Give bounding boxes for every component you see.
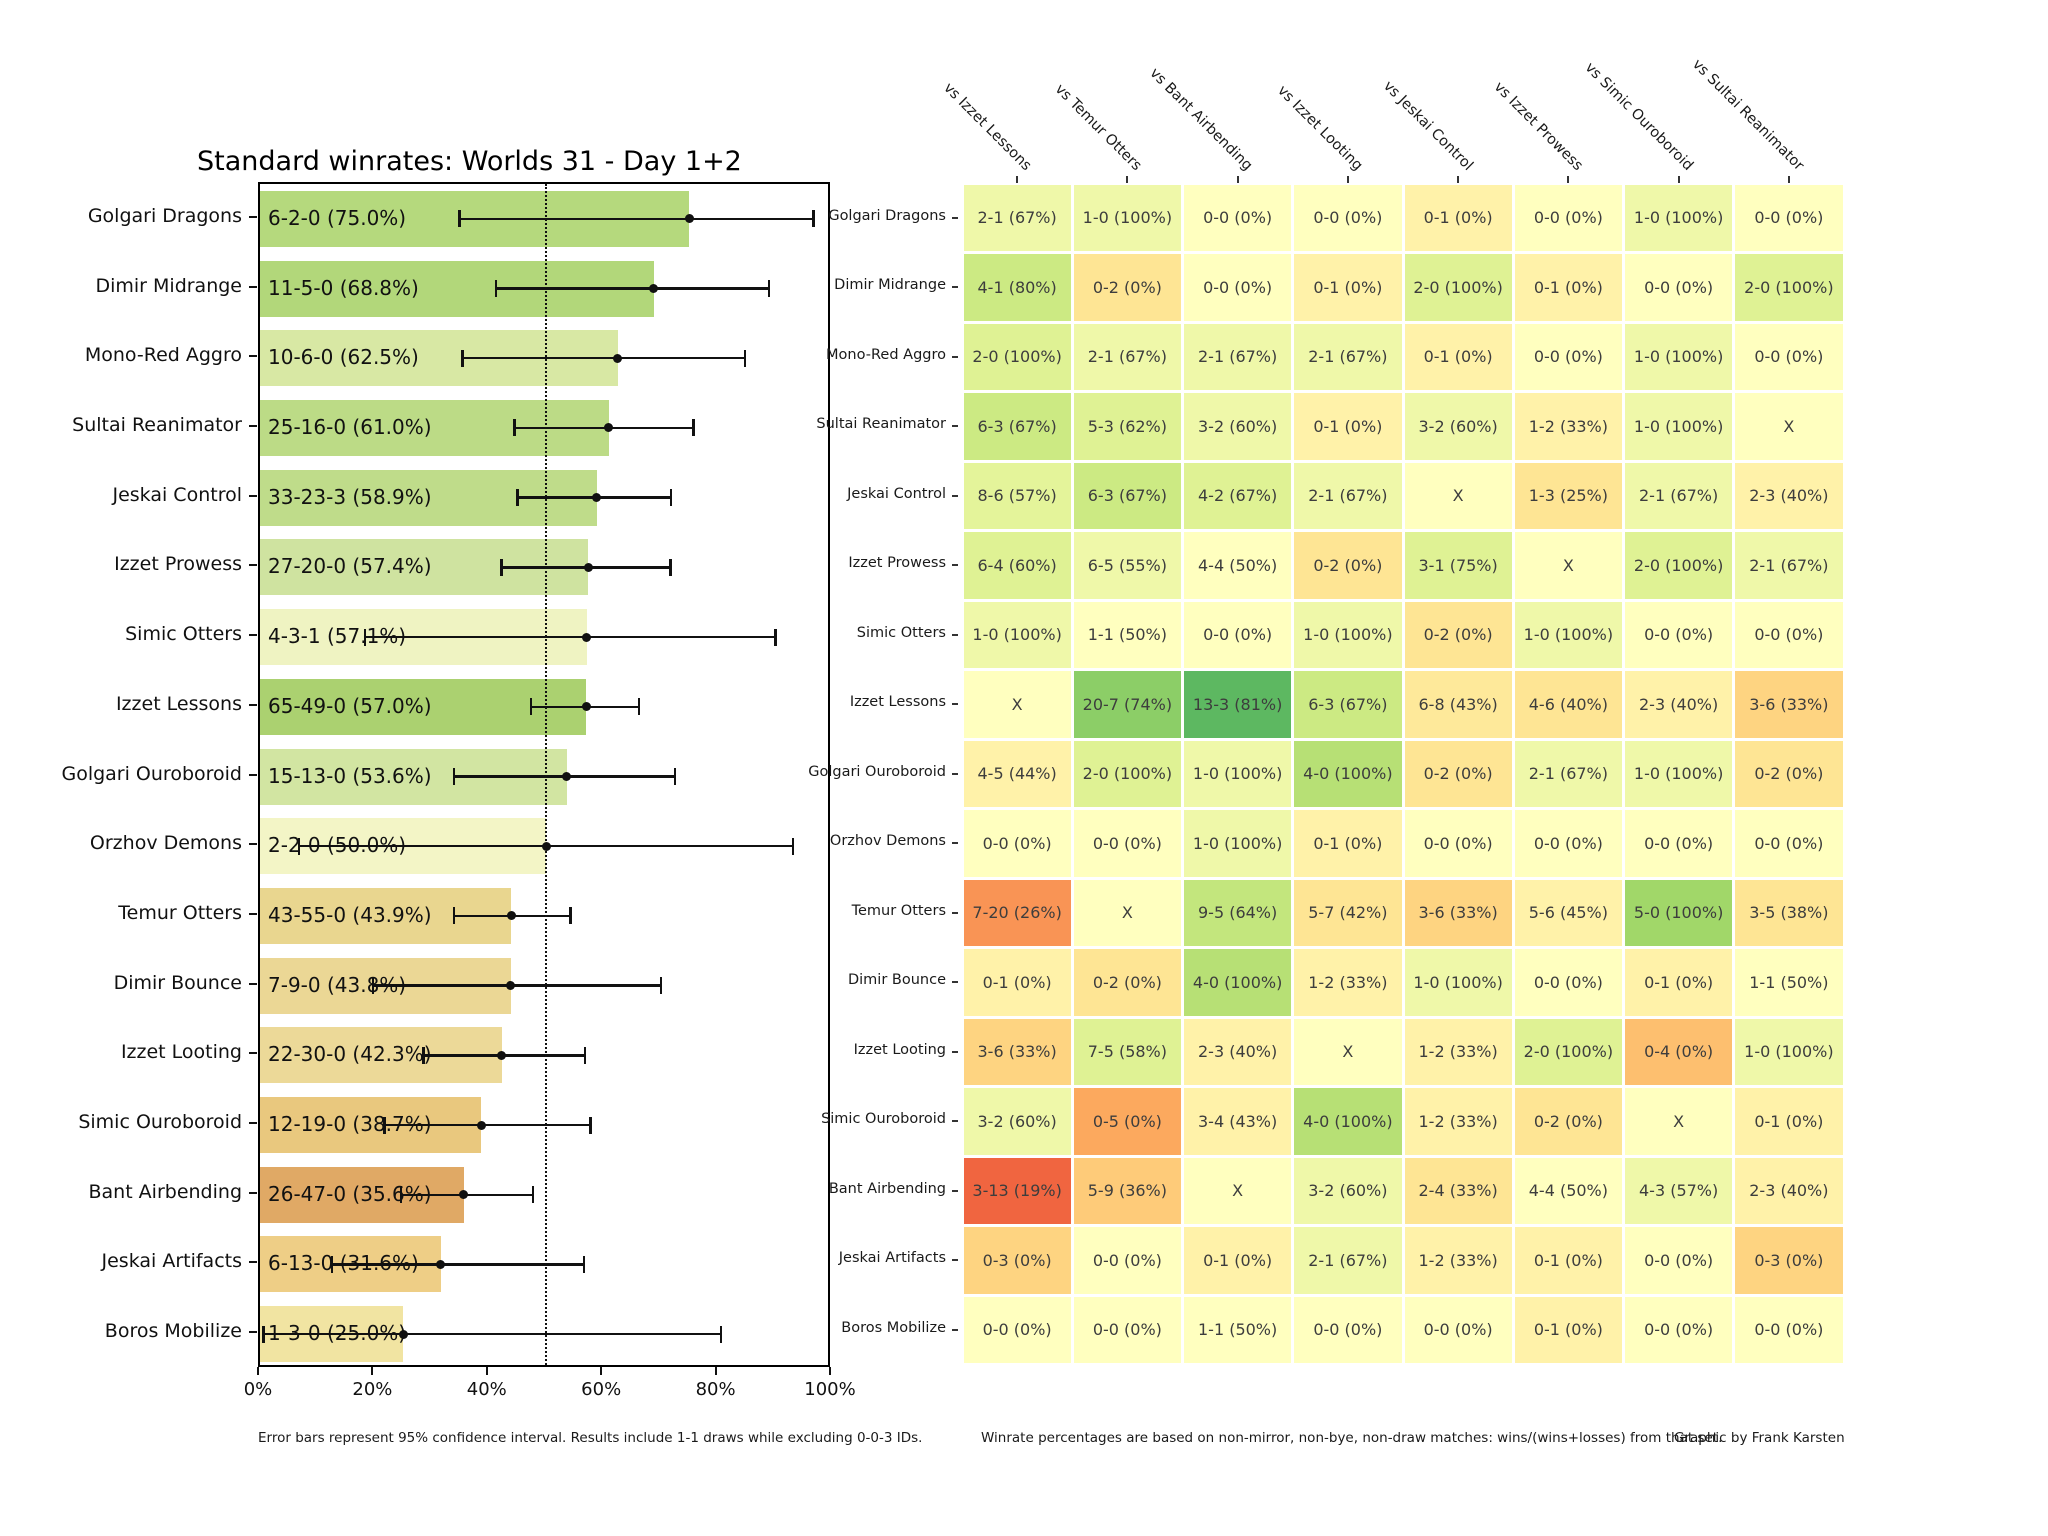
heatmap-cell: 5-6 (45%) bbox=[1515, 880, 1622, 947]
confidence-interval-cap-low bbox=[500, 559, 502, 576]
bar-deck-label: Izzet Lessons bbox=[115, 692, 242, 715]
heatmap-cell: 0-0 (0%) bbox=[1184, 602, 1291, 669]
heatmap-cell: 0-4 (0%) bbox=[1625, 1019, 1732, 1086]
heatmap-row-label: Sultai Reanimator bbox=[816, 416, 946, 433]
bar-deck-label: Temur Otters bbox=[118, 901, 242, 924]
heatmap-cell: 2-0 (100%) bbox=[964, 324, 1071, 391]
heatmap-column-tick bbox=[1126, 176, 1128, 183]
heatmap-cell: 1-0 (100%) bbox=[1515, 602, 1622, 669]
bar-record-label: 1-3-0 (25.0%) bbox=[268, 1321, 407, 1346]
heatmap-cell: 1-0 (100%) bbox=[1184, 741, 1291, 808]
heatmap-cell: 0-0 (0%) bbox=[1405, 1297, 1512, 1364]
y-axis-tick bbox=[249, 704, 257, 706]
heatmap-column-label: vs Temur Otters bbox=[1051, 81, 1145, 174]
heatmap-cell: 0-2 (0%) bbox=[1074, 254, 1181, 321]
heatmap-row-label: Jeskai Artifacts bbox=[838, 1250, 946, 1267]
heatmap-row-tick bbox=[952, 425, 958, 427]
heatmap-cell: X bbox=[1625, 1088, 1732, 1155]
heatmap-cell: 1-3 (25%) bbox=[1515, 463, 1622, 530]
confidence-interval-cap-high bbox=[584, 1047, 586, 1064]
heatmap-cell: 1-0 (100%) bbox=[1405, 949, 1512, 1016]
winrate-point-marker bbox=[542, 842, 551, 851]
heatmap-cell: 0-0 (0%) bbox=[1515, 810, 1622, 877]
bar-deck-label: Golgari Ouroboroid bbox=[61, 762, 242, 785]
y-axis-tick bbox=[249, 1261, 257, 1263]
heatmap-row-tick bbox=[952, 1051, 958, 1053]
heatmap-cell: 0-0 (0%) bbox=[964, 1297, 1071, 1364]
heatmap-column-label: vs Simic Ouroboroid bbox=[1581, 59, 1696, 174]
heatmap-cell: 2-1 (67%) bbox=[1294, 463, 1401, 530]
confidence-interval-line bbox=[460, 218, 814, 220]
winrate-point-marker bbox=[497, 1051, 506, 1060]
heatmap-cell: 4-6 (40%) bbox=[1515, 671, 1622, 738]
heatmap-cell: 0-2 (0%) bbox=[1515, 1088, 1622, 1155]
heatmap-row-label: Golgari Ouroboroid bbox=[808, 763, 946, 780]
heatmap-cell: 1-0 (100%) bbox=[1625, 741, 1732, 808]
x-axis-tick-label: 20% bbox=[352, 1379, 393, 1400]
heatmap-cell: 0-0 (0%) bbox=[1735, 1297, 1842, 1364]
heatmap-cell: 0-0 (0%) bbox=[1074, 1297, 1181, 1364]
winrate-point-marker bbox=[582, 702, 591, 711]
heatmap-cell: X bbox=[1294, 1019, 1401, 1086]
bar-deck-label: Orzhov Demons bbox=[89, 832, 242, 855]
bar-record-label: 26-47-0 (35.6%) bbox=[268, 1181, 432, 1206]
heatmap-row-tick bbox=[952, 634, 958, 636]
heatmap-cell: 9-5 (64%) bbox=[1184, 880, 1291, 947]
heatmap-row-tick bbox=[952, 495, 958, 497]
heatmap-cell: 0-1 (0%) bbox=[1515, 1297, 1622, 1364]
heatmap-cell: 2-3 (40%) bbox=[1735, 1158, 1842, 1225]
heatmap-row-tick bbox=[952, 981, 958, 983]
bar-deck-label: Golgari Dragons bbox=[87, 204, 242, 227]
y-axis-tick bbox=[249, 1122, 257, 1124]
winrate-point-marker bbox=[562, 772, 571, 781]
confidence-interval-cap-high bbox=[774, 629, 776, 646]
heatmap-row-tick bbox=[952, 842, 958, 844]
heatmap-cell: 0-0 (0%) bbox=[1735, 185, 1842, 252]
heatmap-row-tick bbox=[952, 1190, 958, 1192]
heatmap-cell: 0-2 (0%) bbox=[1405, 741, 1512, 808]
heatmap-cell: 1-0 (100%) bbox=[1074, 185, 1181, 252]
confidence-interval-cap-high bbox=[569, 907, 571, 924]
heatmap-cell: 1-2 (33%) bbox=[1405, 1227, 1512, 1294]
heatmap-cell: 2-1 (67%) bbox=[1735, 532, 1842, 599]
confidence-interval-cap-high bbox=[812, 210, 814, 227]
heatmap-cell: 3-2 (60%) bbox=[964, 1088, 1071, 1155]
heatmap-cell: 0-2 (0%) bbox=[1074, 949, 1181, 1016]
y-axis-tick bbox=[249, 355, 257, 357]
heatmap-cell: 3-5 (38%) bbox=[1735, 880, 1842, 947]
heatmap-cell: 4-2 (67%) bbox=[1184, 463, 1291, 530]
winrate-point-marker bbox=[507, 911, 516, 920]
heatmap-cell: 6-4 (60%) bbox=[964, 532, 1071, 599]
heatmap-cell: 2-0 (100%) bbox=[1405, 254, 1512, 321]
bar-record-label: 25-16-0 (61.0%) bbox=[268, 414, 432, 439]
heatmap-cell: 1-2 (33%) bbox=[1405, 1088, 1512, 1155]
bar-deck-label: Bant Airbending bbox=[88, 1180, 242, 1203]
confidence-interval-cap-high bbox=[670, 489, 672, 506]
heatmap-cell: X bbox=[1735, 393, 1842, 460]
heatmap-cell: 0-1 (0%) bbox=[1294, 810, 1401, 877]
heatmap-cell: X bbox=[1074, 880, 1181, 947]
heatmap-cell: 4-3 (57%) bbox=[1625, 1158, 1732, 1225]
heatmap-cell: 0-0 (0%) bbox=[1625, 1297, 1732, 1364]
bar-deck-label: Simic Ouroboroid bbox=[78, 1111, 242, 1134]
confidence-interval-cap-low bbox=[453, 768, 455, 785]
heatmap-cell: 6-5 (55%) bbox=[1074, 532, 1181, 599]
confidence-interval-cap-high bbox=[692, 419, 694, 436]
heatmap-cell: 0-0 (0%) bbox=[1074, 1227, 1181, 1294]
y-axis-tick bbox=[249, 495, 257, 497]
heatmap-row-label: Izzet Lessons bbox=[849, 694, 946, 711]
heatmap-cell: 0-1 (0%) bbox=[1405, 185, 1512, 252]
winrate-point-marker bbox=[459, 1190, 468, 1199]
x-axis-tick bbox=[715, 1367, 717, 1375]
heatmap-cell: 2-1 (67%) bbox=[1184, 324, 1291, 391]
heatmap-row-tick bbox=[952, 356, 958, 358]
heatmap-row-tick bbox=[952, 703, 958, 705]
heatmap-cell: 4-4 (50%) bbox=[1515, 1158, 1622, 1225]
heatmap-cell: 1-0 (100%) bbox=[964, 602, 1071, 669]
heatmap-cell: 1-2 (33%) bbox=[1294, 949, 1401, 1016]
winrate-point-marker bbox=[477, 1121, 486, 1130]
heatmap-cell: 7-5 (58%) bbox=[1074, 1019, 1181, 1086]
heatmap-cell: 1-1 (50%) bbox=[1735, 949, 1842, 1016]
x-axis-tick-label: 0% bbox=[243, 1379, 273, 1400]
heatmap-cell: 0-1 (0%) bbox=[1294, 254, 1401, 321]
confidence-interval-cap-high bbox=[744, 350, 746, 367]
heatmap-cell: 0-0 (0%) bbox=[1294, 185, 1401, 252]
heatmap-cell: 0-0 (0%) bbox=[1735, 602, 1842, 669]
winrate-point-marker bbox=[613, 354, 622, 363]
heatmap-column-tick bbox=[1678, 176, 1680, 183]
heatmap-row-label: Jeskai Control bbox=[847, 485, 946, 502]
winrate-point-marker bbox=[584, 563, 593, 572]
heatmap-cell: 1-0 (100%) bbox=[1625, 185, 1732, 252]
bar-deck-label: Izzet Prowess bbox=[114, 553, 242, 576]
winrate-point-marker bbox=[582, 633, 591, 642]
y-axis-tick bbox=[249, 1192, 257, 1194]
x-axis-tick bbox=[600, 1367, 602, 1375]
bar-deck-label: Jeskai Control bbox=[112, 483, 242, 506]
y-axis-tick bbox=[249, 1052, 257, 1054]
confidence-interval-cap-high bbox=[660, 977, 662, 994]
heatmap-row-label: Bant Airbending bbox=[828, 1180, 946, 1197]
y-axis-tick bbox=[249, 634, 257, 636]
heatmap-cell: 1-2 (33%) bbox=[1405, 1019, 1512, 1086]
heatmap-cell: 0-0 (0%) bbox=[964, 810, 1071, 877]
confidence-interval-cap-high bbox=[768, 280, 770, 297]
heatmap-cell: 0-1 (0%) bbox=[1294, 393, 1401, 460]
heatmap-cell: 7-20 (26%) bbox=[964, 880, 1071, 947]
heatmap-row-tick bbox=[952, 217, 958, 219]
heatmap-cell: 2-1 (67%) bbox=[1294, 1227, 1401, 1294]
y-axis-tick bbox=[249, 216, 257, 218]
winrate-point-marker bbox=[506, 981, 515, 990]
bar-record-label: 7-9-0 (43.8%) bbox=[268, 972, 407, 997]
bar-record-label: 33-23-3 (58.9%) bbox=[268, 484, 432, 509]
heatmap-cell: 0-0 (0%) bbox=[1294, 1297, 1401, 1364]
heatmap-cell: 0-1 (0%) bbox=[1515, 254, 1622, 321]
heatmap-cell: 2-1 (67%) bbox=[1515, 741, 1622, 808]
bar-record-label: 6-13-0 (31.6%) bbox=[268, 1251, 419, 1276]
confidence-interval-cap-high bbox=[669, 559, 671, 576]
heatmap-cell: 0-0 (0%) bbox=[1184, 185, 1291, 252]
confidence-interval-line bbox=[365, 636, 775, 638]
heatmap-cell: 13-3 (81%) bbox=[1184, 671, 1291, 738]
heatmap-cell: 6-3 (67%) bbox=[1074, 463, 1181, 530]
heatmap-cell: 4-0 (100%) bbox=[1294, 741, 1401, 808]
heatmap-cell: 2-1 (67%) bbox=[1625, 463, 1732, 530]
heatmap-cell: 0-0 (0%) bbox=[1625, 810, 1732, 877]
page-title: Standard winrates: Worlds 31 - Day 1+2 bbox=[197, 146, 742, 177]
bar-record-label: 2-2-0 (50.0%) bbox=[268, 833, 407, 858]
heatmap-row-tick bbox=[952, 1329, 958, 1331]
heatmap-cell: 0-3 (0%) bbox=[964, 1227, 1071, 1294]
heatmap-column-tick bbox=[1567, 176, 1569, 183]
heatmap-cell: 0-2 (0%) bbox=[1735, 741, 1842, 808]
heatmap-cell: 6-3 (67%) bbox=[1294, 671, 1401, 738]
confidence-interval-line bbox=[496, 287, 769, 289]
heatmap-cell: 1-0 (100%) bbox=[1184, 810, 1291, 877]
confidence-interval-cap-low bbox=[458, 210, 460, 227]
heatmap-cell: 2-3 (40%) bbox=[1735, 463, 1842, 530]
bar-record-label: 4-3-1 (57.1%) bbox=[268, 624, 407, 649]
bar-deck-label: Boros Mobilize bbox=[104, 1320, 242, 1343]
heatmap-cell: 0-3 (0%) bbox=[1735, 1227, 1842, 1294]
x-axis-tick-label: 80% bbox=[695, 1379, 736, 1400]
heatmap-column-label: vs Izzet Prowess bbox=[1490, 78, 1586, 174]
heatmap-row-label: Izzet Prowess bbox=[848, 555, 946, 572]
y-axis-tick bbox=[249, 774, 257, 776]
footnote-error-bars: Error bars represent 95% confidence interval. Results include 1-1 draws while excluding 0-0-3 IDs. bbox=[258, 1430, 923, 1446]
heatmap-cell: 0-0 (0%) bbox=[1074, 810, 1181, 877]
heatmap-cell: 3-6 (33%) bbox=[1735, 671, 1842, 738]
heatmap-cell: 1-0 (100%) bbox=[1625, 393, 1732, 460]
heatmap-cell: 6-3 (67%) bbox=[964, 393, 1071, 460]
heatmap-cell: 2-3 (40%) bbox=[1625, 671, 1732, 738]
bar-record-label: 11-5-0 (68.8%) bbox=[268, 275, 419, 300]
heatmap-cell: 2-1 (67%) bbox=[1294, 324, 1401, 391]
bar-deck-label: Dimir Bounce bbox=[113, 971, 242, 994]
heatmap-column-label: vs Izzet Lessons bbox=[940, 79, 1035, 174]
heatmap-row-label: Orzhov Demons bbox=[829, 833, 946, 850]
y-axis-tick bbox=[249, 1331, 257, 1333]
heatmap-row-label: Simic Ouroboroid bbox=[821, 1111, 946, 1128]
heatmap-row-label: Dimir Midrange bbox=[834, 277, 946, 294]
heatmap-row-tick bbox=[952, 1120, 958, 1122]
heatmap-column-label: vs Izzet Looting bbox=[1273, 82, 1366, 174]
heatmap-cell: 0-1 (0%) bbox=[1515, 1227, 1622, 1294]
heatmap-cell: 2-0 (100%) bbox=[1074, 741, 1181, 808]
heatmap-row-tick bbox=[952, 912, 958, 914]
heatmap-column-label: vs Jeskai Control bbox=[1379, 78, 1476, 174]
heatmap-cell: 0-1 (0%) bbox=[1735, 1088, 1842, 1155]
heatmap-cell: 2-4 (33%) bbox=[1405, 1158, 1512, 1225]
bar-record-label: 12-19-0 (38.7%) bbox=[268, 1112, 432, 1137]
heatmap-cell: 0-0 (0%) bbox=[1405, 810, 1512, 877]
heatmap-row-label: Izzet Looting bbox=[853, 1041, 946, 1058]
heatmap-row-tick bbox=[952, 564, 958, 566]
heatmap-cell: 1-1 (50%) bbox=[1184, 1297, 1291, 1364]
heatmap-cell: 2-1 (67%) bbox=[1074, 324, 1181, 391]
heatmap-cell: X bbox=[964, 671, 1071, 738]
heatmap-cell: 2-1 (67%) bbox=[964, 185, 1071, 252]
heatmap-cell: X bbox=[1184, 1158, 1291, 1225]
heatmap-cell: 3-6 (33%) bbox=[964, 1019, 1071, 1086]
confidence-interval-cap-low bbox=[530, 698, 532, 715]
heatmap-cell: 1-0 (100%) bbox=[1294, 602, 1401, 669]
x-axis-tick-label: 60% bbox=[581, 1379, 622, 1400]
heatmap-row-tick bbox=[952, 286, 958, 288]
x-axis-tick bbox=[829, 1367, 831, 1375]
bar-record-label: 15-13-0 (53.6%) bbox=[268, 763, 432, 788]
bar-record-label: 27-20-0 (57.4%) bbox=[268, 554, 432, 579]
heatmap-cell: 0-0 (0%) bbox=[1515, 949, 1622, 1016]
heatmap-cell: 2-3 (40%) bbox=[1184, 1019, 1291, 1086]
winrate-point-marker bbox=[685, 214, 694, 223]
heatmap-cell: 0-0 (0%) bbox=[1184, 254, 1291, 321]
confidence-interval-cap-low bbox=[262, 1326, 264, 1343]
heatmap-cell: 0-2 (0%) bbox=[1405, 602, 1512, 669]
footnote-winrate-method: Winrate percentages are based on non-mirror, non-bye, non-draw matches: wins/(wins+losses) from that set. bbox=[981, 1430, 1723, 1446]
confidence-interval-line bbox=[373, 984, 661, 986]
heatmap-cell: 0-0 (0%) bbox=[1625, 254, 1732, 321]
heatmap-cell: 6-8 (43%) bbox=[1405, 671, 1512, 738]
heatmap-column-tick bbox=[1347, 176, 1349, 183]
bar-record-label: 65-49-0 (57.0%) bbox=[268, 693, 432, 718]
x-axis-tick-label: 100% bbox=[804, 1379, 856, 1400]
heatmap-cell: 8-6 (57%) bbox=[964, 463, 1071, 530]
y-axis-tick bbox=[249, 286, 257, 288]
confidence-interval-cap-high bbox=[583, 1256, 585, 1273]
heatmap-cell: 2-0 (100%) bbox=[1515, 1019, 1622, 1086]
heatmap-cell: 0-0 (0%) bbox=[1515, 185, 1622, 252]
heatmap-cell: 4-1 (80%) bbox=[964, 254, 1071, 321]
heatmap-cell: 5-7 (42%) bbox=[1294, 880, 1401, 947]
bar-record-label: 22-30-0 (42.3%) bbox=[268, 1042, 432, 1067]
heatmap-cell: 0-1 (0%) bbox=[1405, 324, 1512, 391]
heatmap-cell: 3-2 (60%) bbox=[1405, 393, 1512, 460]
heatmap-cell: 3-2 (60%) bbox=[1294, 1158, 1401, 1225]
heatmap-cell: X bbox=[1515, 532, 1622, 599]
x-axis-tick bbox=[257, 1367, 259, 1375]
bar-deck-label: Simic Otters bbox=[125, 623, 242, 646]
footnote-credit: Graphic by Frank Karsten bbox=[1674, 1430, 1845, 1446]
confidence-interval-cap-low bbox=[495, 280, 497, 297]
y-axis-tick bbox=[249, 983, 257, 985]
confidence-interval-cap-low bbox=[513, 419, 515, 436]
heatmap-row-label: Temur Otters bbox=[851, 902, 946, 919]
confidence-interval-cap-high bbox=[674, 768, 676, 785]
confidence-interval-cap-low bbox=[453, 907, 455, 924]
confidence-interval-cap-low bbox=[516, 489, 518, 506]
confidence-interval-line bbox=[462, 357, 745, 359]
heatmap-cell: 0-2 (0%) bbox=[1294, 532, 1401, 599]
heatmap-cell: 20-7 (74%) bbox=[1074, 671, 1181, 738]
x-axis-tick bbox=[486, 1367, 488, 1375]
heatmap-cell: 0-0 (0%) bbox=[1735, 324, 1842, 391]
heatmap-column-label: vs Bant Airbending bbox=[1146, 65, 1255, 174]
bar-deck-label: Mono-Red Aggro bbox=[84, 344, 242, 367]
heatmap-cell: 0-0 (0%) bbox=[1515, 324, 1622, 391]
heatmap-row-tick bbox=[952, 1259, 958, 1261]
heatmap-cell: 4-4 (50%) bbox=[1184, 532, 1291, 599]
heatmap-cell: 1-1 (50%) bbox=[1074, 602, 1181, 669]
heatmap-cell: 3-13 (19%) bbox=[964, 1158, 1071, 1225]
heatmap-row-label: Boros Mobilize bbox=[841, 1319, 946, 1336]
heatmap-cell: 5-9 (36%) bbox=[1074, 1158, 1181, 1225]
y-axis-tick bbox=[249, 913, 257, 915]
bar-deck-label: Jeskai Artifacts bbox=[101, 1250, 242, 1273]
x-axis-tick bbox=[371, 1367, 373, 1375]
heatmap-cell: 4-5 (44%) bbox=[964, 741, 1071, 808]
heatmap-row-tick bbox=[952, 773, 958, 775]
y-axis-tick bbox=[249, 843, 257, 845]
y-axis-tick bbox=[249, 564, 257, 566]
x-axis-tick-label: 40% bbox=[466, 1379, 507, 1400]
heatmap-cell: 0-0 (0%) bbox=[1735, 810, 1842, 877]
heatmap-cell: 4-0 (100%) bbox=[1294, 1088, 1401, 1155]
confidence-interval-cap-high bbox=[720, 1326, 722, 1343]
heatmap-row-label: Simic Otters bbox=[856, 624, 946, 641]
heatmap-cell: 0-5 (0%) bbox=[1074, 1088, 1181, 1155]
heatmap-cell: 5-0 (100%) bbox=[1625, 880, 1732, 947]
confidence-interval-cap-high bbox=[532, 1186, 534, 1203]
bar-deck-label: Sultai Reanimator bbox=[72, 413, 242, 436]
heatmap-cell: 0-0 (0%) bbox=[1625, 602, 1732, 669]
heatmap-column-tick bbox=[1788, 176, 1790, 183]
heatmap-cell: 2-0 (100%) bbox=[1625, 532, 1732, 599]
heatmap-cell: 1-0 (100%) bbox=[1625, 324, 1732, 391]
heatmap-cell: 3-6 (33%) bbox=[1405, 880, 1512, 947]
heatmap-cell: 3-1 (75%) bbox=[1405, 532, 1512, 599]
heatmap-cell: 2-0 (100%) bbox=[1735, 254, 1842, 321]
winrate-point-marker bbox=[436, 1260, 445, 1269]
heatmap-cell: 0-1 (0%) bbox=[964, 949, 1071, 1016]
confidence-interval-cap-high bbox=[589, 1117, 591, 1134]
bar-record-label: 43-55-0 (43.9%) bbox=[268, 902, 432, 927]
heatmap-cell: 1-2 (33%) bbox=[1515, 393, 1622, 460]
heatmap-column-tick bbox=[1237, 176, 1239, 183]
heatmap-column-tick bbox=[1457, 176, 1459, 183]
heatmap-cell: 4-0 (100%) bbox=[1184, 949, 1291, 1016]
heatmap-cell: 5-3 (62%) bbox=[1074, 393, 1181, 460]
confidence-interval-cap-low bbox=[461, 350, 463, 367]
bar-deck-label: Dimir Midrange bbox=[95, 274, 242, 297]
heatmap-cell: X bbox=[1405, 463, 1512, 530]
winrate-point-marker bbox=[649, 284, 658, 293]
heatmap-row-label: Mono-Red Aggro bbox=[826, 346, 946, 363]
bar-record-label: 6-2-0 (75.0%) bbox=[268, 205, 407, 230]
heatmap-cell: 1-0 (100%) bbox=[1735, 1019, 1842, 1086]
heatmap-cell: 0-1 (0%) bbox=[1625, 949, 1732, 1016]
bar-deck-label: Izzet Looting bbox=[120, 1041, 242, 1064]
heatmap-column-tick bbox=[1016, 176, 1018, 183]
heatmap-row-label: Dimir Bounce bbox=[847, 972, 946, 989]
heatmap-column-label: vs Sultai Reanimator bbox=[1688, 56, 1807, 174]
heatmap-cell: 3-2 (60%) bbox=[1184, 393, 1291, 460]
heatmap-cell: 0-1 (0%) bbox=[1184, 1227, 1291, 1294]
heatmap-cell: 0-0 (0%) bbox=[1625, 1227, 1732, 1294]
heatmap-row-label: Golgari Dragons bbox=[828, 207, 946, 224]
heatmap-cell: 3-4 (43%) bbox=[1184, 1088, 1291, 1155]
y-axis-tick bbox=[249, 425, 257, 427]
bar-record-label: 10-6-0 (62.5%) bbox=[268, 345, 419, 370]
confidence-interval-cap-high bbox=[638, 698, 640, 715]
confidence-interval-cap-high bbox=[792, 838, 794, 855]
